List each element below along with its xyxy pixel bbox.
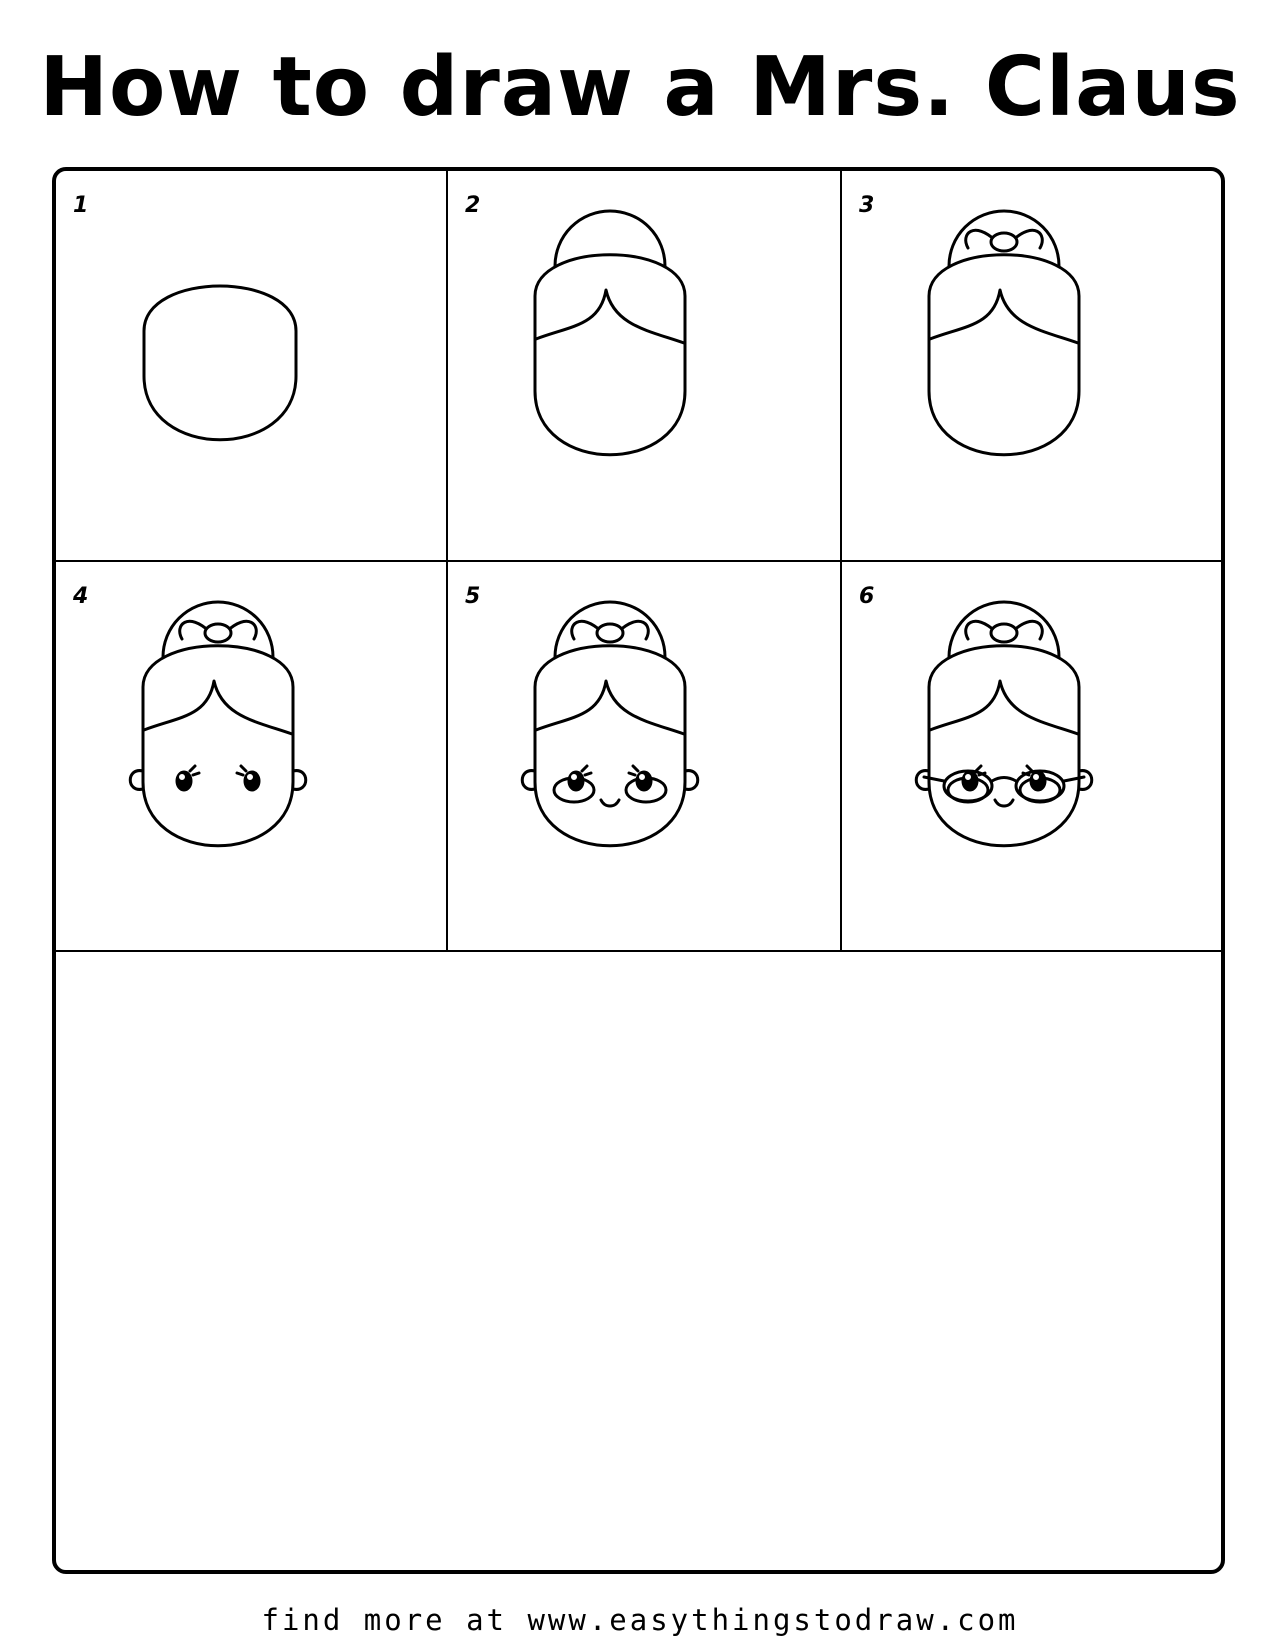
head-outline bbox=[144, 286, 296, 440]
eye-right bbox=[1030, 771, 1046, 791]
step-1-illustration bbox=[56, 171, 448, 561]
step-drawing-group bbox=[144, 286, 296, 440]
step-panel-3 bbox=[842, 171, 1225, 561]
eye-highlight bbox=[1034, 775, 1039, 780]
head-outline bbox=[535, 255, 685, 455]
bow-knot bbox=[991, 624, 1017, 642]
eye-highlight bbox=[640, 775, 645, 780]
step-panel-5 bbox=[448, 562, 840, 952]
head-outline bbox=[929, 646, 1079, 846]
ear-right bbox=[293, 771, 306, 790]
step-6-illustration bbox=[842, 562, 1225, 952]
step-drawing-group bbox=[929, 211, 1079, 455]
eye-right bbox=[636, 771, 652, 791]
head-outline bbox=[535, 646, 685, 846]
ear-right bbox=[685, 771, 698, 790]
eye-left bbox=[962, 771, 978, 791]
footer-link-text: find more at www.easythingstodraw.com bbox=[261, 1603, 1019, 1637]
head-outline bbox=[143, 646, 293, 846]
eye-highlight bbox=[966, 775, 971, 780]
practice-drawing-area[interactable] bbox=[56, 951, 1221, 1570]
ear-left bbox=[522, 771, 535, 790]
eye-left bbox=[176, 771, 192, 791]
eye-highlight bbox=[248, 775, 253, 780]
ear-left bbox=[916, 771, 929, 790]
step-number: 5 bbox=[465, 584, 481, 609]
step-drawing-group bbox=[916, 602, 1092, 846]
step-number: 2 bbox=[465, 193, 481, 218]
step-number: 1 bbox=[73, 193, 89, 218]
eye-highlight bbox=[572, 775, 577, 780]
step-4-illustration bbox=[56, 562, 448, 952]
bow-knot bbox=[205, 624, 231, 642]
bow-knot bbox=[991, 233, 1017, 251]
step-panel-1 bbox=[56, 171, 448, 561]
step-5-illustration bbox=[448, 562, 840, 952]
step-drawing-group bbox=[130, 602, 306, 846]
step-panel-2 bbox=[448, 171, 840, 561]
eye-highlight bbox=[180, 775, 185, 780]
step-3-illustration bbox=[842, 171, 1225, 561]
step-number: 4 bbox=[73, 584, 89, 609]
step-number: 3 bbox=[859, 193, 875, 218]
ear-right bbox=[1079, 771, 1092, 790]
step-number: 6 bbox=[859, 584, 875, 609]
eye-right bbox=[244, 771, 260, 791]
step-panel-4 bbox=[56, 562, 448, 952]
step-2-illustration bbox=[448, 171, 840, 561]
eye-left bbox=[568, 771, 584, 791]
ear-left bbox=[130, 771, 143, 790]
step-panel-6 bbox=[842, 562, 1225, 952]
drawing-sheet bbox=[52, 167, 1225, 1574]
step-drawing-group bbox=[535, 211, 685, 455]
head-outline bbox=[929, 255, 1079, 455]
page-title: How to draw a Mrs. Claus bbox=[39, 40, 1241, 135]
step-drawing-group bbox=[522, 602, 698, 846]
bow-knot bbox=[597, 624, 623, 642]
